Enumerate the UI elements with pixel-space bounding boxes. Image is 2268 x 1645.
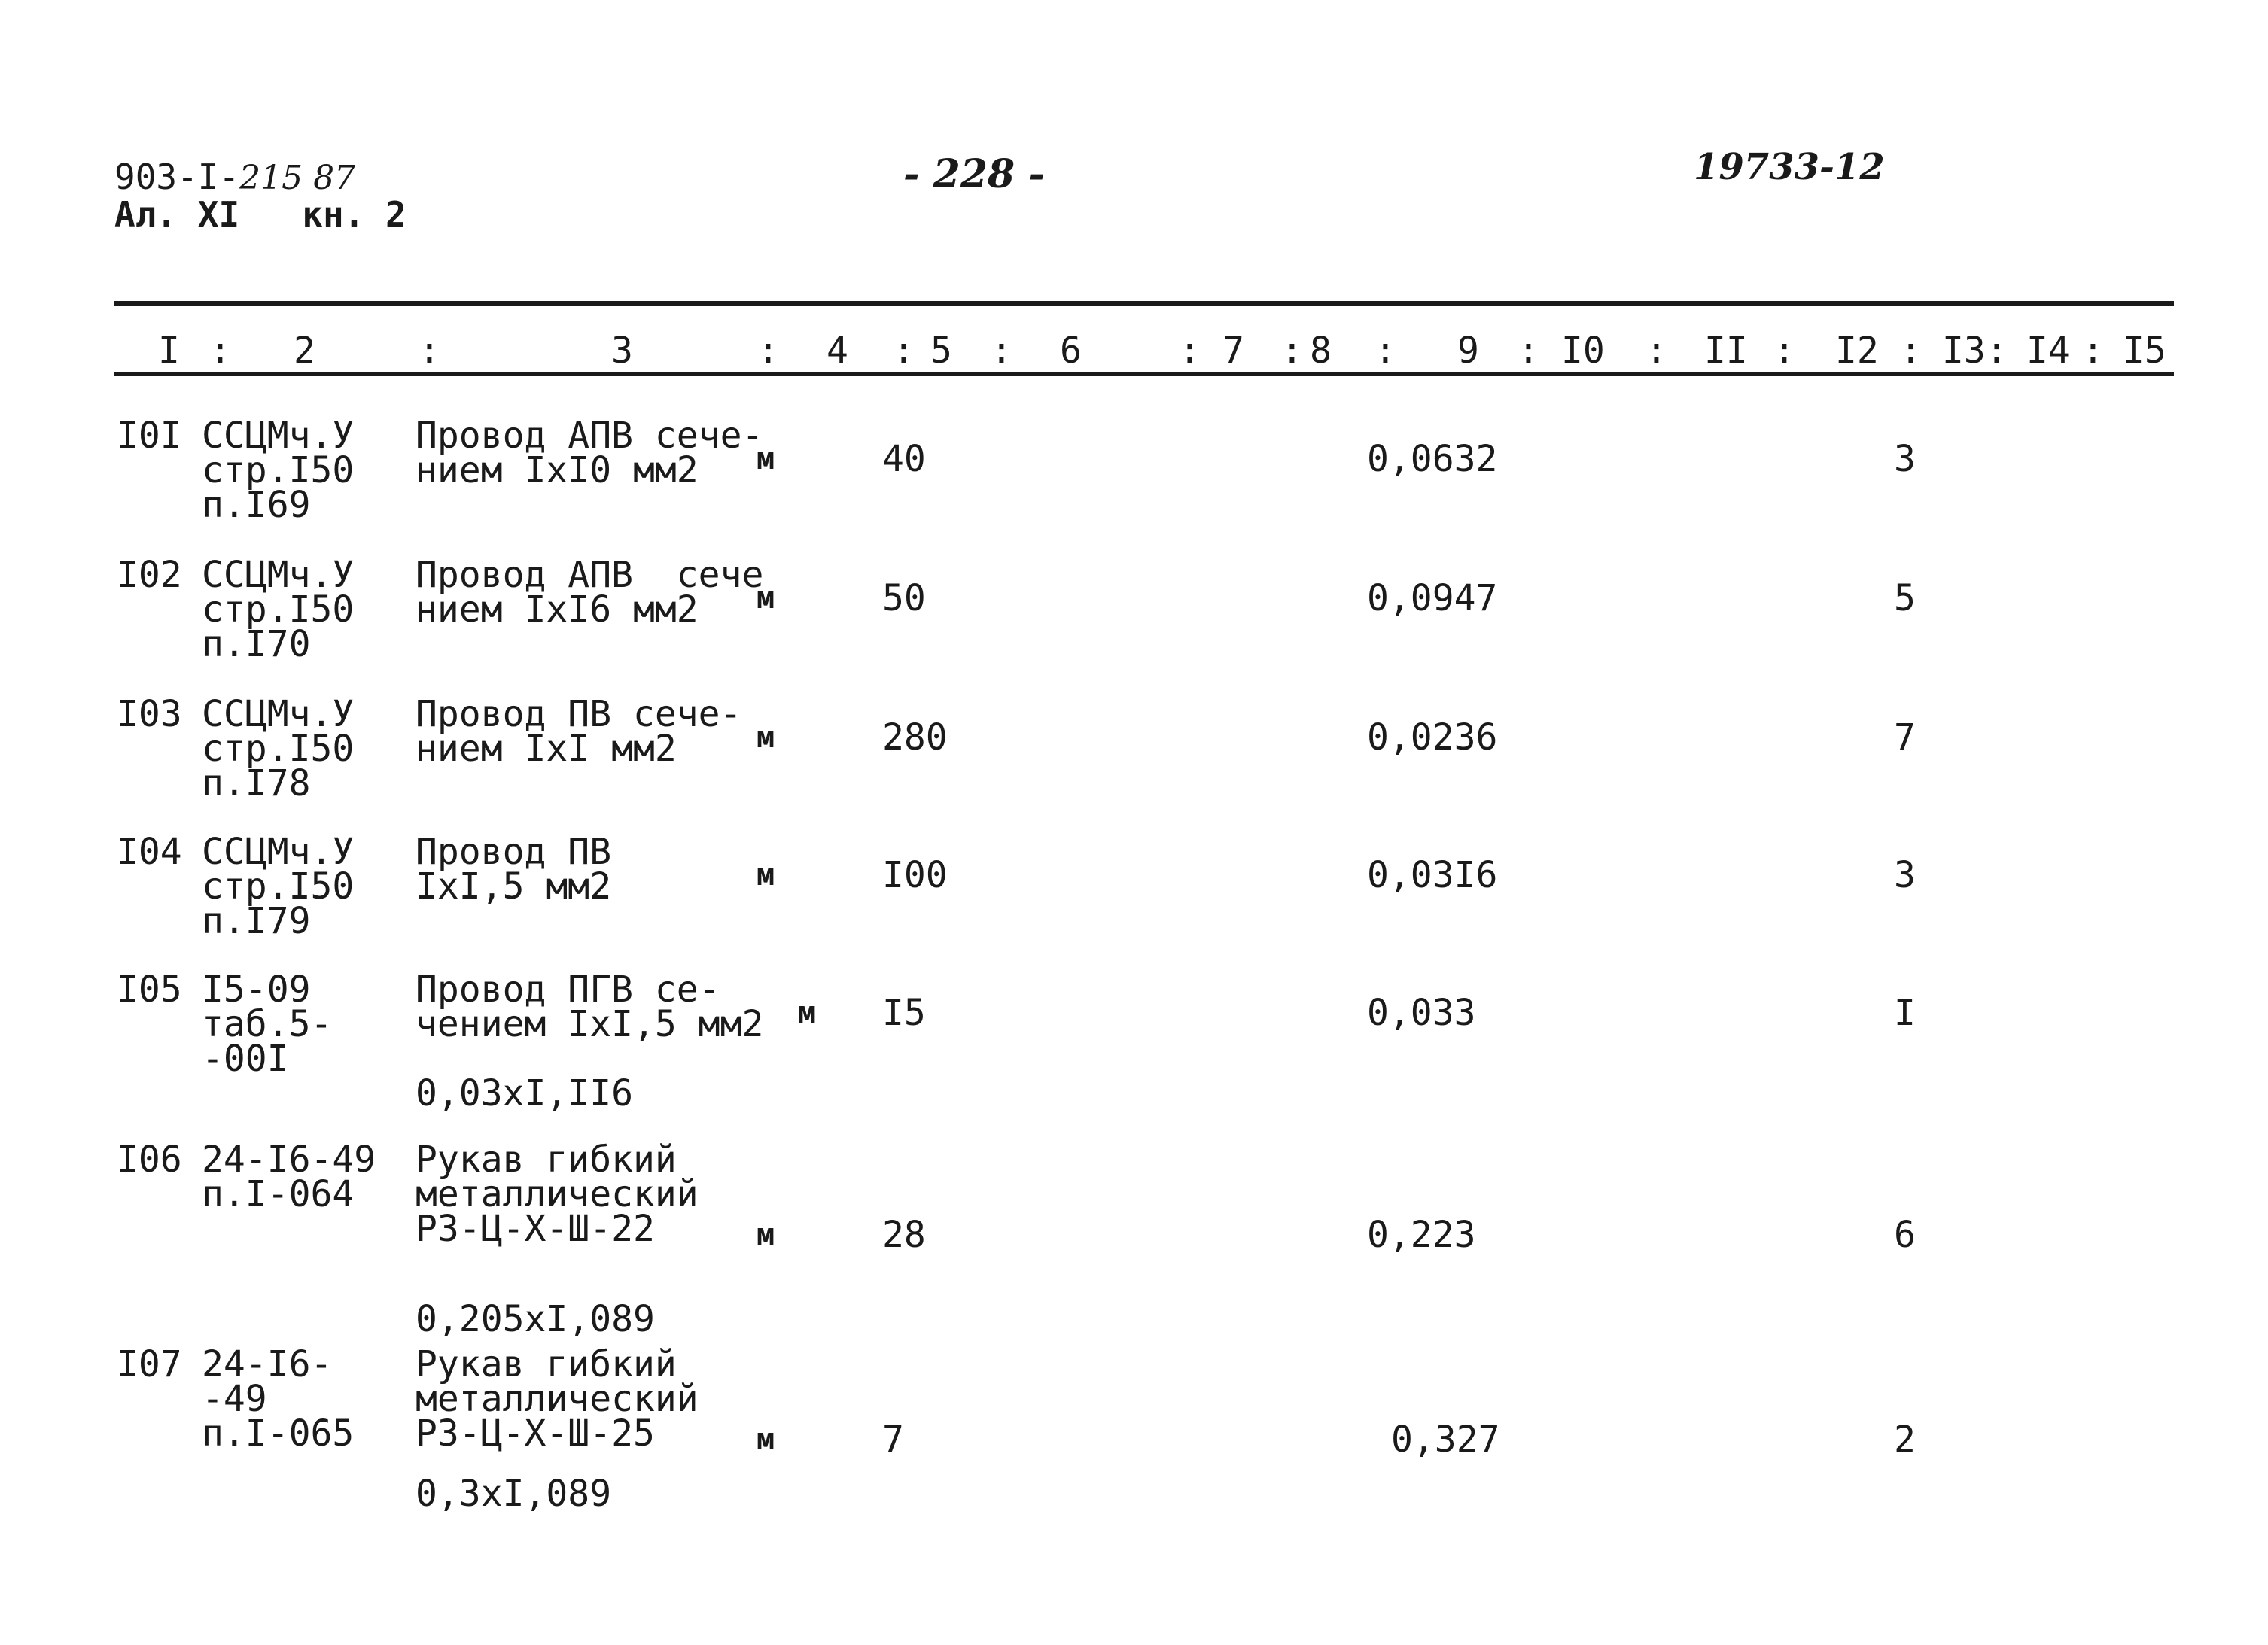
quantity: 7	[882, 1418, 904, 1461]
item-name-line: Провод АПВ сече-	[416, 415, 764, 457]
reference-code-line: ССЦМч.У	[202, 415, 355, 457]
row-number: I05	[117, 968, 182, 1011]
column-header: I5	[2123, 330, 2166, 372]
mass-value: 0,0632	[1367, 438, 1498, 480]
unit-of-measure: м	[757, 858, 775, 892]
quantity: 50	[882, 577, 926, 619]
album-book: Ал. XI кн. 2	[114, 194, 406, 235]
item-name-line: нием IxI мм2	[416, 728, 677, 770]
item-name-line: Провод ПВ	[416, 831, 612, 873]
column-header: 7	[1222, 330, 1244, 372]
column-separator: :	[1374, 330, 1396, 372]
page-number: - 228 -	[903, 151, 1045, 197]
row-number: I06	[117, 1139, 182, 1181]
mass-value: 0,03I6	[1367, 854, 1498, 896]
item-name-line: Р3-Ц-Х-Ш-25	[416, 1412, 655, 1455]
reference-code-line: п.I-065	[202, 1412, 355, 1455]
column-separator: :	[1986, 330, 2008, 372]
calculation-formula: 0,03xI,II6	[416, 1072, 633, 1114]
reference-code-line: ССЦМч.У	[202, 693, 355, 735]
column-separator: :	[2082, 330, 2104, 372]
reference-code-line: 24-I6-49	[202, 1139, 376, 1181]
reference-code-line: таб.5-	[202, 1003, 333, 1045]
unit-of-measure: м	[798, 996, 817, 1030]
quantity: 280	[882, 716, 948, 759]
reference-code-line: -49	[202, 1378, 267, 1420]
doc-code	[114, 157, 356, 197]
column-12-value: 6	[1894, 1214, 1916, 1256]
row-number: I04	[117, 831, 182, 873]
column-header: 5	[930, 330, 952, 372]
column-separator: :	[1281, 330, 1303, 372]
calculation-formula: 0,205xI,089	[416, 1298, 655, 1340]
row-number: I02	[117, 554, 182, 596]
column-separator: :	[1518, 330, 1539, 372]
column-separator: :	[1179, 330, 1201, 372]
quantity: I5	[882, 992, 926, 1034]
item-name-line: нием IxI0 мм2	[416, 449, 699, 491]
unit-of-measure: м	[757, 1218, 775, 1252]
reference-code-line: стр.I50	[202, 449, 355, 491]
reference-code-line: п.I-064	[202, 1173, 355, 1215]
table-header-rule	[114, 372, 2174, 376]
column-separator: :	[419, 330, 440, 372]
reference-code-line: ССЦМч.У	[202, 831, 355, 873]
item-name-line: металлический	[416, 1378, 699, 1420]
item-name-line: Провод ПГВ се-	[416, 968, 720, 1011]
item-name-line: IxI,5 мм2	[416, 865, 612, 908]
column-12-value: 7	[1894, 716, 1916, 759]
column-header: 9	[1457, 330, 1479, 372]
reference-code-line: п.I69	[202, 484, 311, 526]
column-separator: :	[209, 330, 231, 372]
column-header: II	[1704, 330, 1748, 372]
quantity: 40	[882, 438, 926, 480]
table-top-rule	[114, 301, 2174, 306]
column-header: I	[158, 330, 180, 372]
item-name-line: Рукав гибкий	[416, 1139, 677, 1181]
column-12-value: I	[1894, 992, 1916, 1034]
column-separator: :	[1900, 330, 1922, 372]
reference-code-line: I5-09	[202, 968, 311, 1011]
column-header: 4	[827, 330, 848, 372]
column-header: 3	[611, 330, 633, 372]
item-name-line: Провод АПВ сече	[416, 554, 764, 596]
mass-value: 0,223	[1367, 1214, 1476, 1256]
reference-code-line: стр.I50	[202, 588, 355, 631]
quantity: 28	[882, 1214, 926, 1256]
reference-code-line: п.I79	[202, 900, 311, 942]
reference-code-line: п.I78	[202, 762, 311, 804]
unit-of-measure: м	[757, 720, 775, 755]
column-header: 2	[294, 330, 315, 372]
column-12-value: 2	[1894, 1418, 1916, 1461]
column-header: I0	[1561, 330, 1605, 372]
column-12-value: 3	[1894, 438, 1916, 480]
unit-of-measure: м	[757, 1422, 775, 1457]
inventory-number: 19733-12	[1694, 146, 1885, 188]
doc-code-handwritten: 215 87	[239, 159, 356, 197]
reference-code-line: ССЦМч.У	[202, 554, 355, 596]
unit-of-measure: м	[757, 442, 775, 476]
column-12-value: 5	[1894, 577, 1916, 619]
column-separator: :	[893, 330, 915, 372]
row-number: I0I	[117, 415, 182, 457]
mass-value: 0,0947	[1367, 577, 1498, 619]
doc-code-printed: 903-I-	[114, 157, 240, 197]
column-header: I2	[1835, 330, 1879, 372]
item-name-line: чением IxI,5 мм2	[416, 1003, 764, 1045]
item-name-line: Р3-Ц-Х-Ш-22	[416, 1208, 655, 1250]
quantity: I00	[882, 854, 948, 896]
item-name-line: Рукав гибкий	[416, 1343, 677, 1385]
column-header: I3	[1942, 330, 1986, 372]
column-separator: :	[1773, 330, 1795, 372]
column-separator: :	[991, 330, 1012, 372]
item-name-line: нием IxI6 мм2	[416, 588, 699, 631]
column-header: 8	[1310, 330, 1332, 372]
mass-value: 0,327	[1391, 1418, 1500, 1461]
reference-code-line: п.I70	[202, 623, 311, 665]
reference-code-line: стр.I50	[202, 728, 355, 770]
column-header: 6	[1060, 330, 1082, 372]
column-header: I4	[2026, 330, 2070, 372]
unit-of-measure: м	[757, 581, 775, 616]
item-name-line: металлический	[416, 1173, 699, 1215]
calculation-formula: 0,3xI,089	[416, 1473, 612, 1515]
item-name-line: Провод ПВ сече-	[416, 693, 742, 735]
reference-code-line: -00I	[202, 1038, 289, 1080]
row-number: I07	[117, 1343, 182, 1385]
row-number: I03	[117, 693, 182, 735]
column-separator: :	[757, 330, 779, 372]
mass-value: 0,0236	[1367, 716, 1498, 759]
mass-value: 0,033	[1367, 992, 1476, 1034]
column-12-value: 3	[1894, 854, 1916, 896]
reference-code-line: стр.I50	[202, 865, 355, 908]
reference-code-line: 24-I6-	[202, 1343, 333, 1385]
column-separator: :	[1645, 330, 1667, 372]
